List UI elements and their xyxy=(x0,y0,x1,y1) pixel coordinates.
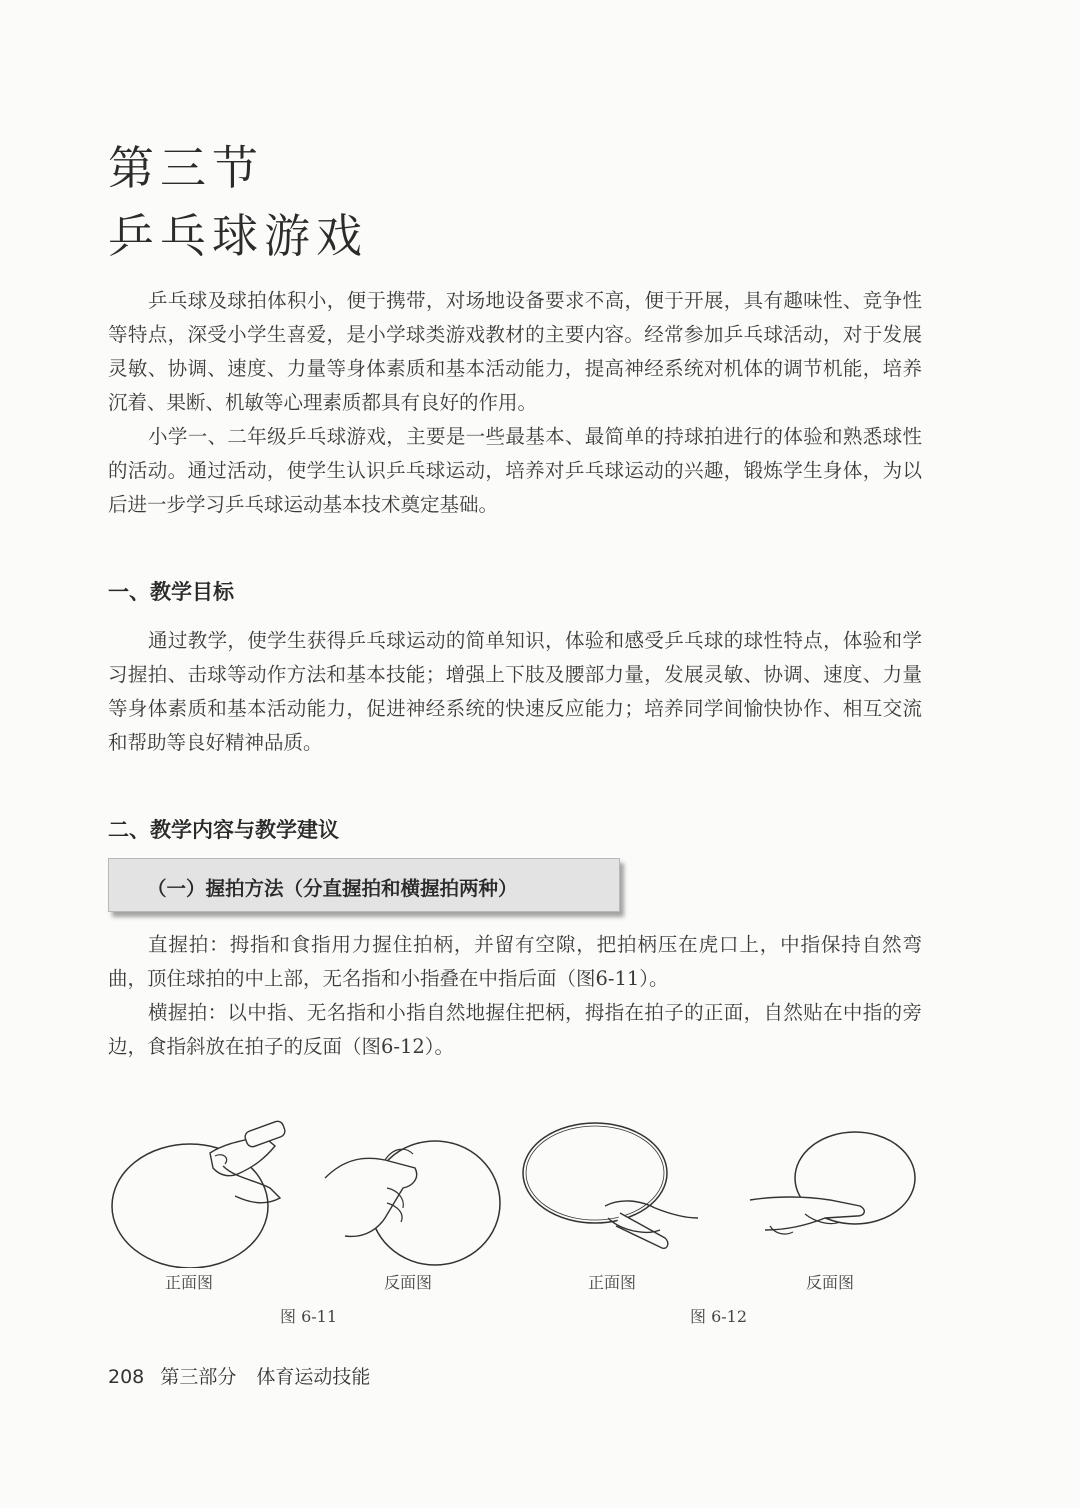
fig2-back-caption: 反面图 xyxy=(806,1273,855,1292)
page-footer xyxy=(108,1362,370,1389)
shakehand-back-illustration xyxy=(745,1118,945,1268)
penhold-back-illustration xyxy=(305,1118,505,1268)
page-number: 208 xyxy=(108,1366,145,1388)
fig1-back-caption: 反面图 xyxy=(384,1273,433,1292)
footer-part-title: 体育运动技能 xyxy=(256,1366,371,1388)
goals-paragraph: 通过教学，使学生获得乒乓球运动的简单知识，体验和感受乒乓球的球性特点，体验和学习握拍、击球等动作方法和基本技能；增强上下肢及腰部力量，发展灵敏、协调、速度、力量等身体素质和基本活动能力，促进神经系统的快速反应能力；培养同学间愉快协作、相互交流和帮助等良好精神品质。 xyxy=(108,629,922,754)
penhold-grip-paragraph: 直握拍：拇指和食指用力握住拍柄，并留有空隙，把拍柄压在虎口上，中指保持自然弯曲，顶住球拍的中上部，无名指和小指叠在中指后面（图6-11）。 xyxy=(108,933,922,990)
section-title: 乒乓球游戏 xyxy=(108,209,368,263)
fig1-front-caption: 正面图 xyxy=(165,1273,214,1292)
content-heading: 二、教学内容与教学建议 xyxy=(108,818,339,842)
shakehand-front-illustration xyxy=(520,1118,720,1268)
goals-heading: 一、教学目标 xyxy=(108,580,234,604)
footer-part: 第三部分 xyxy=(160,1366,237,1388)
shakehand-grip-paragraph: 横握拍：以中指、无名指和小指自然地握住把柄，拇指在拍子的正面，自然贴在中指的旁边，食指斜放在拍子的反面（图6-12）。 xyxy=(108,1001,922,1058)
figure-6-12-label: 图 6-12 xyxy=(690,1307,748,1326)
grip-method-box xyxy=(108,858,620,912)
intro-paragraph-2: 小学一、二年级乒乓球游戏，主要是一些最基本、最简单的持球拍进行的体验和熟悉球性的活动。通过活动，使学生认识乒乓球运动，培养对乒乓球运动的兴趣，锻炼学生身体，为以后进一步学习乒乓球运动基本技术奠定基础。 xyxy=(108,425,922,516)
penhold-front-illustration xyxy=(105,1118,305,1268)
grip-method-title: （一）握拍方法（分直握拍和横握拍两种） xyxy=(147,877,518,900)
section-number: 第三节 xyxy=(108,141,264,195)
intro-paragraph-1: 乒乓球及球拍体积小，便于携带，对场地设备要求不高，便于开展，具有趣味性、竞争性等特点，深受小学生喜爱，是小学球类游戏教材的主要内容。经常参加乒乓球活动，对于发展灵敏、协调、速度、力量等身体素质和基本活动能力，提高神经系统对机体的调节机能，培养沉着、果断、机敏等心理素质都具有良好的作用。 xyxy=(108,289,922,414)
figure-6-11-label: 图 6-11 xyxy=(280,1307,338,1326)
fig2-front-caption: 正面图 xyxy=(588,1273,637,1292)
